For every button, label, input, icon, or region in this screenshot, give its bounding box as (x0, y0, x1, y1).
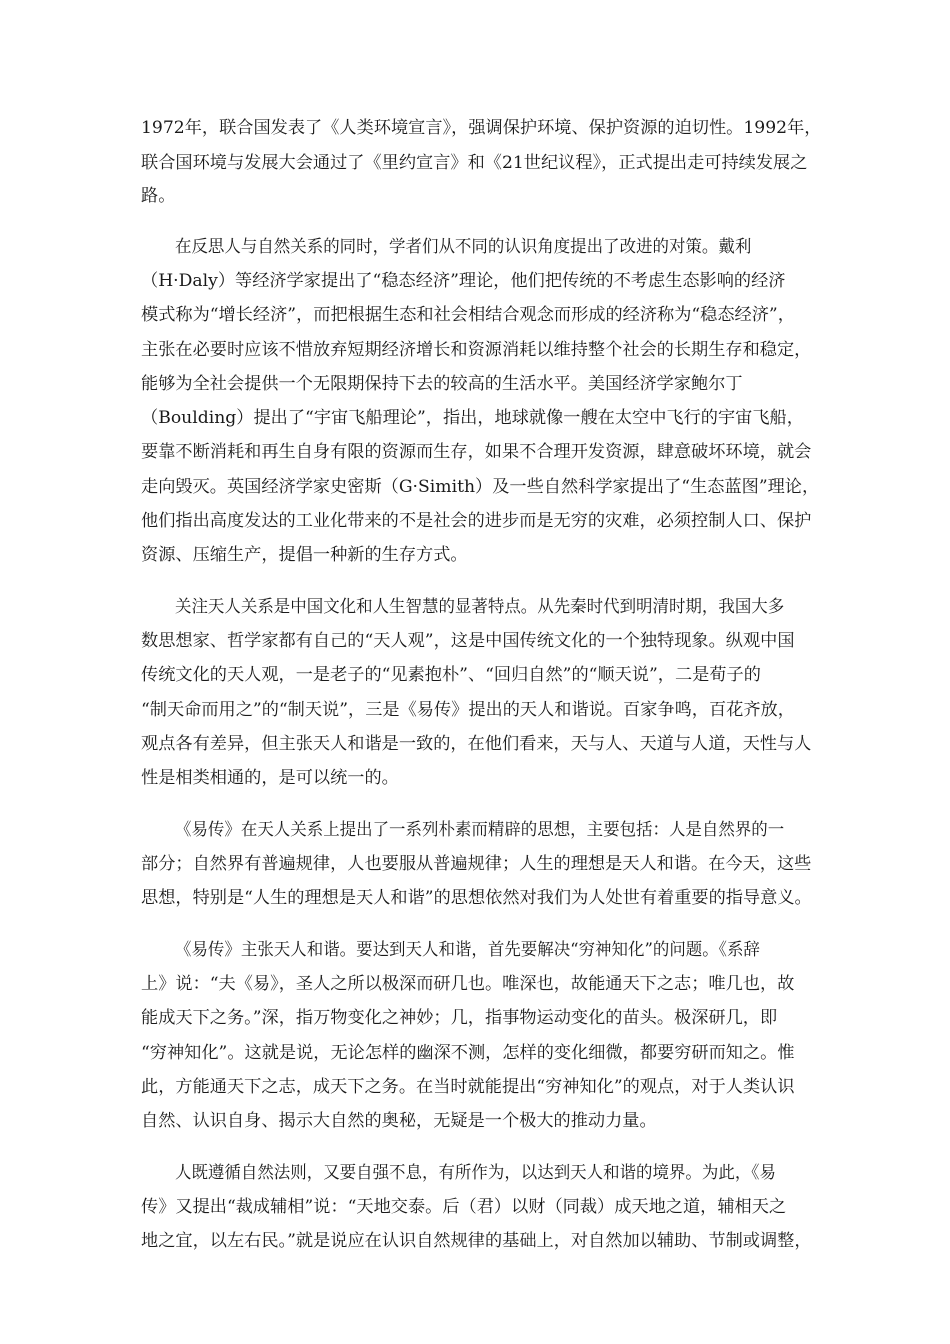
paragraph-line: 观点各有差异，但主张天人和谐是一致的，在他们看来，天与人、天道与人道，天性与人 (141, 734, 812, 754)
paragraph-line: （Boulding）提出了“宇宙飞船理论”，指出，地球就像一艘在太空中飞行的宇宙飞船， (141, 408, 804, 428)
paragraph-line: 性是相类相通的，是可以统一的。 (141, 768, 399, 788)
paragraph-line: 主张在必要时应该不惜放弃短期经济增长和资源消耗以维持整个社会的长期生存和稳定， (141, 340, 812, 360)
paragraph-line: 《易传》在天人关系上提出了一系列朴素而精辟的思想，主要包括：人是自然界的一 (175, 820, 785, 840)
paragraph-line: 模式称为“增长经济”，而把根据生态和社会相结合观念而形成的经济称为“稳态经济”， (141, 305, 795, 325)
paragraph-line: “制天命而用之”的“制天说”，三是《易传》提出的天人和谐说。百家争鸣，百花齐放， (141, 700, 795, 720)
paragraph-line: “穷神知化”。这就是说，无论怎样的幽深不测，怎样的变化细微，都要穷研而知之。惟 (141, 1043, 795, 1063)
paragraph-line: 自然、认识自身、揭示大自然的奥秘，无疑是一个极大的推动力量。 (141, 1111, 657, 1131)
paragraph-line: 思想，特别是“人生的理想是天人和谐”的思想依然对我们为人处世有着重要的指导意义。 (141, 888, 812, 908)
paragraph-line: 地之宜，以左右民。”就是说应在认识自然规律的基础上，对自然加以辅助、节制或调整， (141, 1231, 812, 1251)
paragraph-line: 《易传》主张天人和谐。要达到天人和谐，首先要解决“穷神知化”的问题。《系辞 (175, 940, 760, 960)
paragraph-line: 1972年，联合国发表了《人类环境宣言》，强调保护环境、保护资源的迫切性。1992年， (141, 118, 822, 138)
paragraph-line: 资源、压缩生产，提倡一种新的生存方式。 (141, 545, 468, 565)
paragraph-line: 路。 (141, 186, 176, 206)
paragraph-line: 人既遵循自然法则，又要自强不息，有所作为，以达到天人和谐的境界。为此，《易 (175, 1163, 776, 1183)
paragraph-line: 他们指出高度发达的工业化带来的不是社会的进步而是无穷的灾难，必须控制人口、保护 (141, 511, 812, 531)
paragraph-line: 传统文化的天人观，一是老子的“见素抱朴”、“回归自然”的“顺天说”，二是荀子的 (141, 665, 761, 685)
paragraph-line: 上》说：“夫《易》，圣人之所以极深而研几也。唯深也，故能通天下之志；唯几也，故 (141, 974, 795, 994)
paragraph-line: 传》又提出“裁成辅相”说：“天地交泰。后（君）以财（同裁）成天地之道，辅相天之 (141, 1197, 787, 1217)
paragraph-line: 能成天下之务。”深，指万物变化之神妙；几，指事物运动变化的苗头。极深研几，即 (141, 1008, 778, 1028)
paragraph-line: 走向毁灭。英国经济学家史密斯（G·Simith）及一些自然科学家提出了“生态蓝图”理论， (141, 477, 820, 497)
paragraph-line: 此，方能通天下之志，成天下之务。在当时就能提出“穷神知化”的观点，对于人类认识 (141, 1077, 795, 1097)
paragraph-line: 要靠不断消耗和再生自身有限的资源而生存，如果不合理开发资源，肆意破坏环境，就会 (141, 442, 812, 462)
paragraph-line: 关注天人关系是中国文化和人生智慧的显著特点。从先秦时代到明清时期，我国大多 (175, 597, 785, 617)
paragraph-line: 部分；自然界有普遍规律，人也要服从普遍规律；人生的理想是天人和谐。在今天，这些 (141, 854, 812, 874)
paragraph-line: 在反思人与自然关系的同时，学者们从不同的认识角度提出了改进的对策。戴利 (175, 237, 752, 257)
paragraph-line: 数思想家、哲学家都有自己的“天人观”，这是中国传统文化的一个独特现象。纵观中国 (141, 631, 795, 651)
paragraph-line: （H·Daly）等经济学家提出了“稳态经济”理论，他们把传统的不考虑生态影响的经济 (141, 271, 786, 291)
paragraph-line: 能够为全社会提供一个无限期保持下去的较高的生活水平。美国经济学家鲍尔丁 (141, 374, 743, 394)
paragraph-line: 联合国环境与发展大会通过了《里约宣言》和《21世纪议程》，正式提出走可持续发展之 (141, 153, 808, 173)
